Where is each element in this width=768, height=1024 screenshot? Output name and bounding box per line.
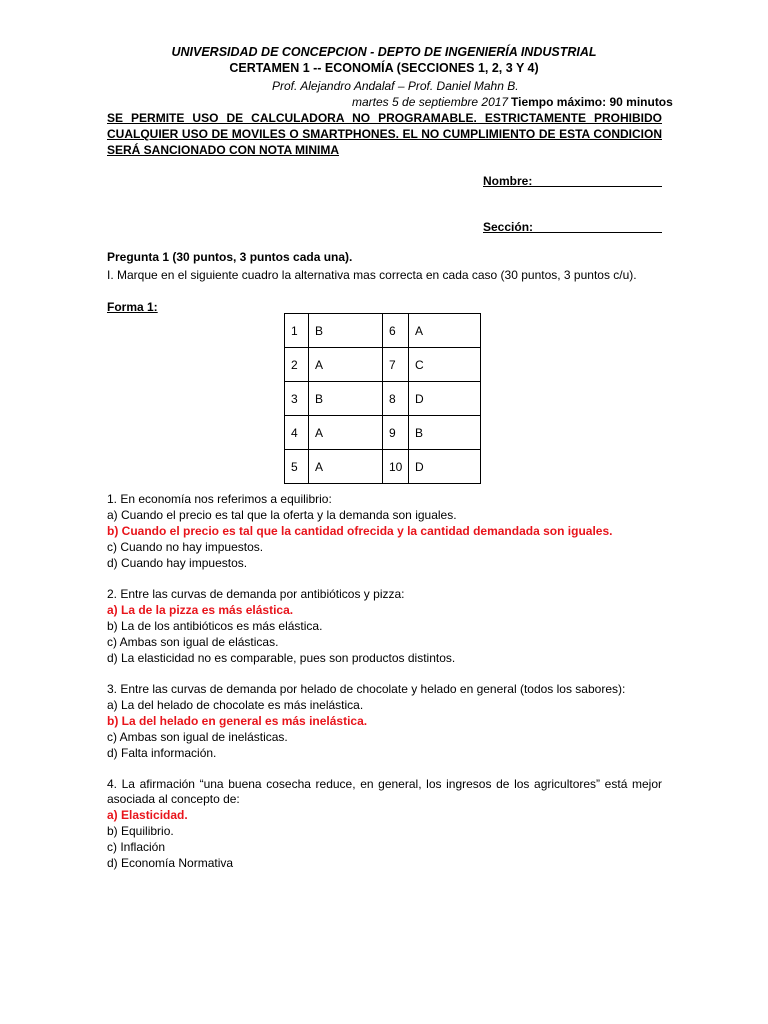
option-b-correct: b) La del helado en general es más inelástica. (107, 714, 368, 728)
option-c: c) Ambas son igual de inelásticas. (107, 730, 288, 744)
option-c: c) Ambas son igual de elásticas. (107, 635, 279, 649)
table-cell: 7 (383, 348, 409, 382)
table-cell: 5 (285, 450, 309, 484)
question-1-title: Pregunta 1 (30 puntos, 3 puntos cada una). (107, 250, 353, 264)
answer-table (284, 313, 481, 484)
table-row (285, 450, 481, 484)
question-stem: 3. Entre las curvas de demanda por helado de chocolate y helado en general (todos los sabores): (107, 682, 626, 696)
table-row (285, 348, 481, 382)
table-cell: 9 (383, 416, 409, 450)
table-row (285, 416, 481, 450)
table-cell: D (409, 382, 481, 416)
table-cell: B (309, 314, 383, 348)
name-label: Nombre: (483, 174, 533, 188)
table-cell: D (409, 450, 481, 484)
section-label: Sección: (483, 220, 534, 234)
table-cell: B (309, 382, 383, 416)
option-a-correct: a) Elasticidad. (107, 808, 188, 822)
table-cell: 3 (285, 382, 309, 416)
table-cell: 8 (383, 382, 409, 416)
university-title: UNIVERSIDAD DE CONCEPCION - DEPTO DE INGENIERÍA INDUSTRIAL (171, 45, 597, 59)
option-d: d) Economía Normativa (107, 856, 234, 870)
option-c: c) Cuando no hay impuestos. (107, 540, 264, 554)
table-cell: 10 (383, 450, 409, 484)
exam-title: CERTAMEN 1 -- ECONOMÍA (SECCIONES 1, 2, 3 Y 4) (229, 61, 539, 75)
time-limit: Tiempo máximo: 90 minutos (511, 95, 673, 109)
table-cell: A (309, 416, 383, 450)
table-cell: 2 (285, 348, 309, 382)
forma-label: Forma 1: (107, 300, 158, 314)
exam-date: martes 5 de septiembre 2017 (352, 95, 509, 109)
table-cell: 1 (285, 314, 309, 348)
option-a: a) La del helado de chocolate es más inelástica. (107, 698, 364, 712)
option-b: b) La de los antibióticos es más elástica. (107, 619, 323, 633)
option-d: d) Cuando hay impuestos. (107, 556, 248, 570)
option-a: a) Cuando el precio es tal que la oferta y la demanda son iguales. (107, 508, 457, 522)
option-c: c) Inflación (107, 840, 166, 854)
question-stem: 4. La afirmación “una buena cosecha reduce, en general, los ingresos de los agricultores” está mejor (107, 777, 662, 791)
table-cell: A (409, 314, 481, 348)
option-d: d) Falta información. (107, 746, 217, 760)
table-cell: 6 (383, 314, 409, 348)
table-cell: A (309, 348, 383, 382)
option-a-correct: a) La de la pizza es más elástica. (107, 603, 294, 617)
table-cell: 4 (285, 416, 309, 450)
table-cell: A (309, 450, 383, 484)
name-field-line[interactable] (483, 186, 662, 187)
question-1-instruction: I. Marque en el siguiente cuadro la alternativa mas correcta en cada caso (30 puntos, 3 puntos c/u). (107, 268, 637, 282)
option-b: b) Equilibrio. (107, 824, 174, 838)
table-row (285, 382, 481, 416)
option-b-correct: b) Cuando el precio es tal que la cantidad ofrecida y la cantidad demandada son iguales. (107, 524, 613, 538)
table-row (285, 314, 481, 348)
table-cell: B (409, 416, 481, 450)
question-stem-continued: asociada al concepto de: (107, 792, 240, 806)
option-d: d) La elasticidad no es comparable, pues son productos distintos. (107, 651, 456, 665)
question-stem: 1. En economía nos referimos a equilibrio: (107, 492, 332, 506)
professors: Prof. Alejandro Andalaf – Prof. Daniel Mahn B. (272, 79, 519, 93)
question-stem: 2. Entre las curvas de demanda por antibióticos y pizza: (107, 587, 405, 601)
table-cell: C (409, 348, 481, 382)
exam-warning: SE PERMITE USO DE CALCULADORA NO PROGRAMABLE. ESTRICTAMENTE PROHIBIDO CUALQUIER USO DE MOVILES O SMARTPHONES. EL NO CUMPLIMIENTO DE ESTA CONDICION SERÁ SANCIONADO CON NOTA MINIMA (107, 111, 662, 157)
section-field-line[interactable] (483, 232, 662, 233)
